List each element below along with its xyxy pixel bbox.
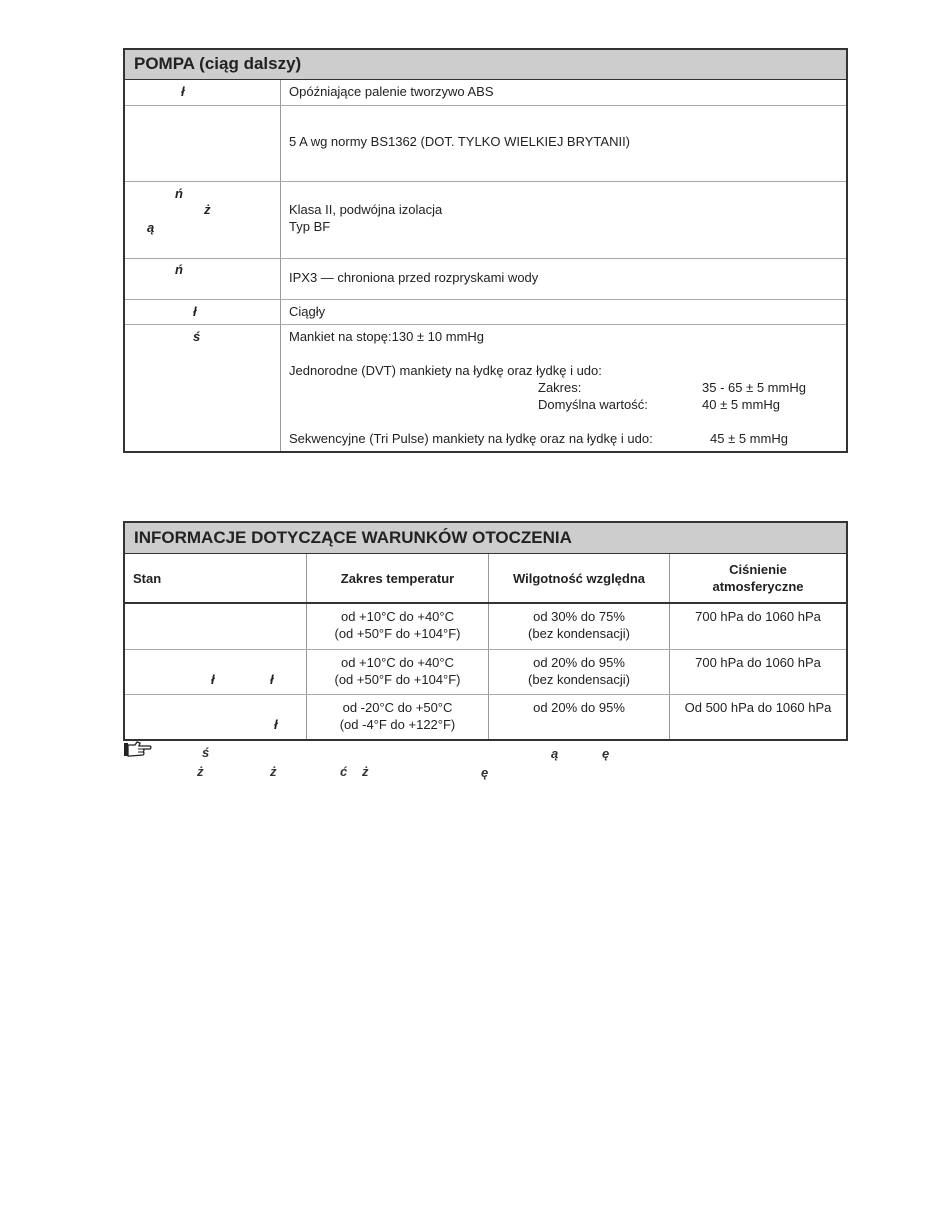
label-fragment: ł bbox=[193, 304, 197, 319]
row-value bbox=[281, 259, 846, 299]
pump-table bbox=[123, 48, 848, 453]
state-cell bbox=[125, 604, 306, 649]
label-fragment: ą bbox=[147, 220, 155, 235]
note-fragment: ę bbox=[481, 765, 489, 780]
cell-line: od +10°C do +40°C bbox=[340, 655, 455, 670]
cell-line: od 30% do 75% bbox=[533, 609, 625, 624]
value-line: 45 ± 5 mmHg bbox=[710, 431, 788, 446]
pressure-cell bbox=[669, 650, 846, 694]
note-fragment: ż bbox=[197, 764, 204, 779]
table-row bbox=[125, 299, 846, 324]
cell-line: (od +50°F do +104°F) bbox=[334, 626, 461, 641]
row-label bbox=[125, 300, 281, 324]
label-fragment: ł bbox=[270, 672, 274, 687]
pressure-header-line: atmosferyczne bbox=[712, 579, 804, 594]
pressure-cell bbox=[669, 604, 846, 649]
humidity-cell bbox=[488, 604, 669, 649]
pointing-hand-icon bbox=[123, 741, 153, 759]
value-line: Klasa II, podwójna izolacja bbox=[289, 202, 443, 217]
column-header-pressure bbox=[669, 554, 846, 602]
label-fragment: ń bbox=[175, 186, 183, 201]
label-fragment: ł bbox=[274, 717, 278, 732]
value-line: Opóźniające palenie tworzywo ABS bbox=[289, 84, 494, 99]
humidity-cell bbox=[488, 695, 669, 739]
row-value bbox=[281, 80, 846, 105]
row-label bbox=[125, 106, 281, 181]
note-fragment: ż bbox=[270, 764, 277, 779]
cell-line: od 20% do 95% bbox=[533, 655, 625, 670]
value-line: Zakres: bbox=[538, 380, 582, 395]
note-fragment: ż bbox=[362, 764, 369, 779]
note-fragment: ś bbox=[202, 745, 210, 760]
table-row bbox=[125, 181, 846, 258]
value-line: 35 - 65 ± 5 mmHg bbox=[702, 380, 806, 395]
value-line: Jednorodne (DVT) mankiety na łydkę oraz łydkę i udo: bbox=[289, 363, 602, 378]
row-value bbox=[281, 106, 846, 181]
cell-line: 700 hPa do 1060 hPa bbox=[695, 609, 821, 624]
table-row bbox=[125, 80, 846, 105]
row-value bbox=[281, 300, 846, 324]
cell-line: 700 hPa do 1060 hPa bbox=[695, 655, 821, 670]
pressure-cell bbox=[669, 695, 846, 739]
environment-table bbox=[123, 521, 848, 741]
table-row bbox=[125, 105, 846, 181]
row-label bbox=[125, 259, 281, 299]
cell-line: od 20% do 95% bbox=[533, 700, 625, 715]
cell-line: od +10°C do +40°C bbox=[340, 609, 455, 624]
cell-line: (bez kondensacji) bbox=[528, 672, 630, 687]
row-label bbox=[125, 182, 281, 258]
cell-line: (od +50°F do +104°F) bbox=[334, 672, 461, 687]
label-fragment: ś bbox=[193, 329, 201, 344]
cell-line: (bez kondensacji) bbox=[528, 626, 630, 641]
state-cell bbox=[125, 695, 306, 739]
value-line: Ciągły bbox=[289, 304, 326, 319]
note-fragment: ą bbox=[551, 746, 559, 761]
value-line: 40 ± 5 mmHg bbox=[702, 397, 780, 412]
label-fragment: ż bbox=[204, 202, 211, 217]
value-line: Domyślna wartość: bbox=[538, 397, 648, 412]
column-header-state: Stan bbox=[133, 570, 162, 586]
temperature-cell bbox=[306, 650, 488, 694]
row-value bbox=[281, 182, 846, 258]
value-line: IPX3 — chroniona przed rozpryskami wody bbox=[289, 270, 539, 285]
table-row bbox=[125, 694, 846, 739]
note-fragment: ę bbox=[602, 746, 610, 761]
temperature-cell bbox=[306, 695, 488, 739]
table-row bbox=[125, 258, 846, 299]
humidity-cell bbox=[488, 650, 669, 694]
pressure-header-line: Ciśnienie bbox=[729, 562, 787, 577]
temperature-cell bbox=[306, 604, 488, 649]
row-label bbox=[125, 325, 281, 451]
label-fragment: ł bbox=[181, 84, 185, 99]
row-label bbox=[125, 80, 281, 105]
value-line: Sekwencyjne (Tri Pulse) mankiety na łydkę oraz na łydkę i udo: bbox=[289, 431, 653, 446]
pump-table-title: POMPA (ciąg dalszy) bbox=[125, 50, 846, 80]
cell-line: Od 500 hPa do 1060 hPa bbox=[684, 700, 832, 715]
value-line: 5 A wg normy BS1362 (DOT. TYLKO WIELKIEJ BRYTANII) bbox=[289, 134, 631, 149]
column-headers bbox=[125, 554, 846, 604]
environment-table-title: INFORMACJE DOTYCZĄCE WARUNKÓW OTOCZENIA bbox=[125, 523, 846, 554]
column-header-humidity: Wilgotność względna bbox=[488, 554, 669, 602]
note-fragment: ć bbox=[340, 764, 348, 779]
label-fragment: ń bbox=[175, 262, 183, 277]
table-row bbox=[125, 324, 846, 451]
table-row bbox=[125, 604, 846, 649]
value-line: Mankiet na stopę:130 ± 10 mmHg bbox=[289, 329, 485, 344]
table-row bbox=[125, 649, 846, 694]
state-cell bbox=[125, 650, 306, 694]
cell-line: (od -4°F do +122°F) bbox=[339, 717, 456, 732]
label-fragment: ł bbox=[211, 672, 215, 687]
column-header-temperature: Zakres temperatur bbox=[306, 554, 488, 602]
row-value bbox=[281, 325, 846, 451]
value-line: Typ BF bbox=[289, 219, 331, 234]
cell-line: od -20°C do +50°C bbox=[342, 700, 453, 715]
